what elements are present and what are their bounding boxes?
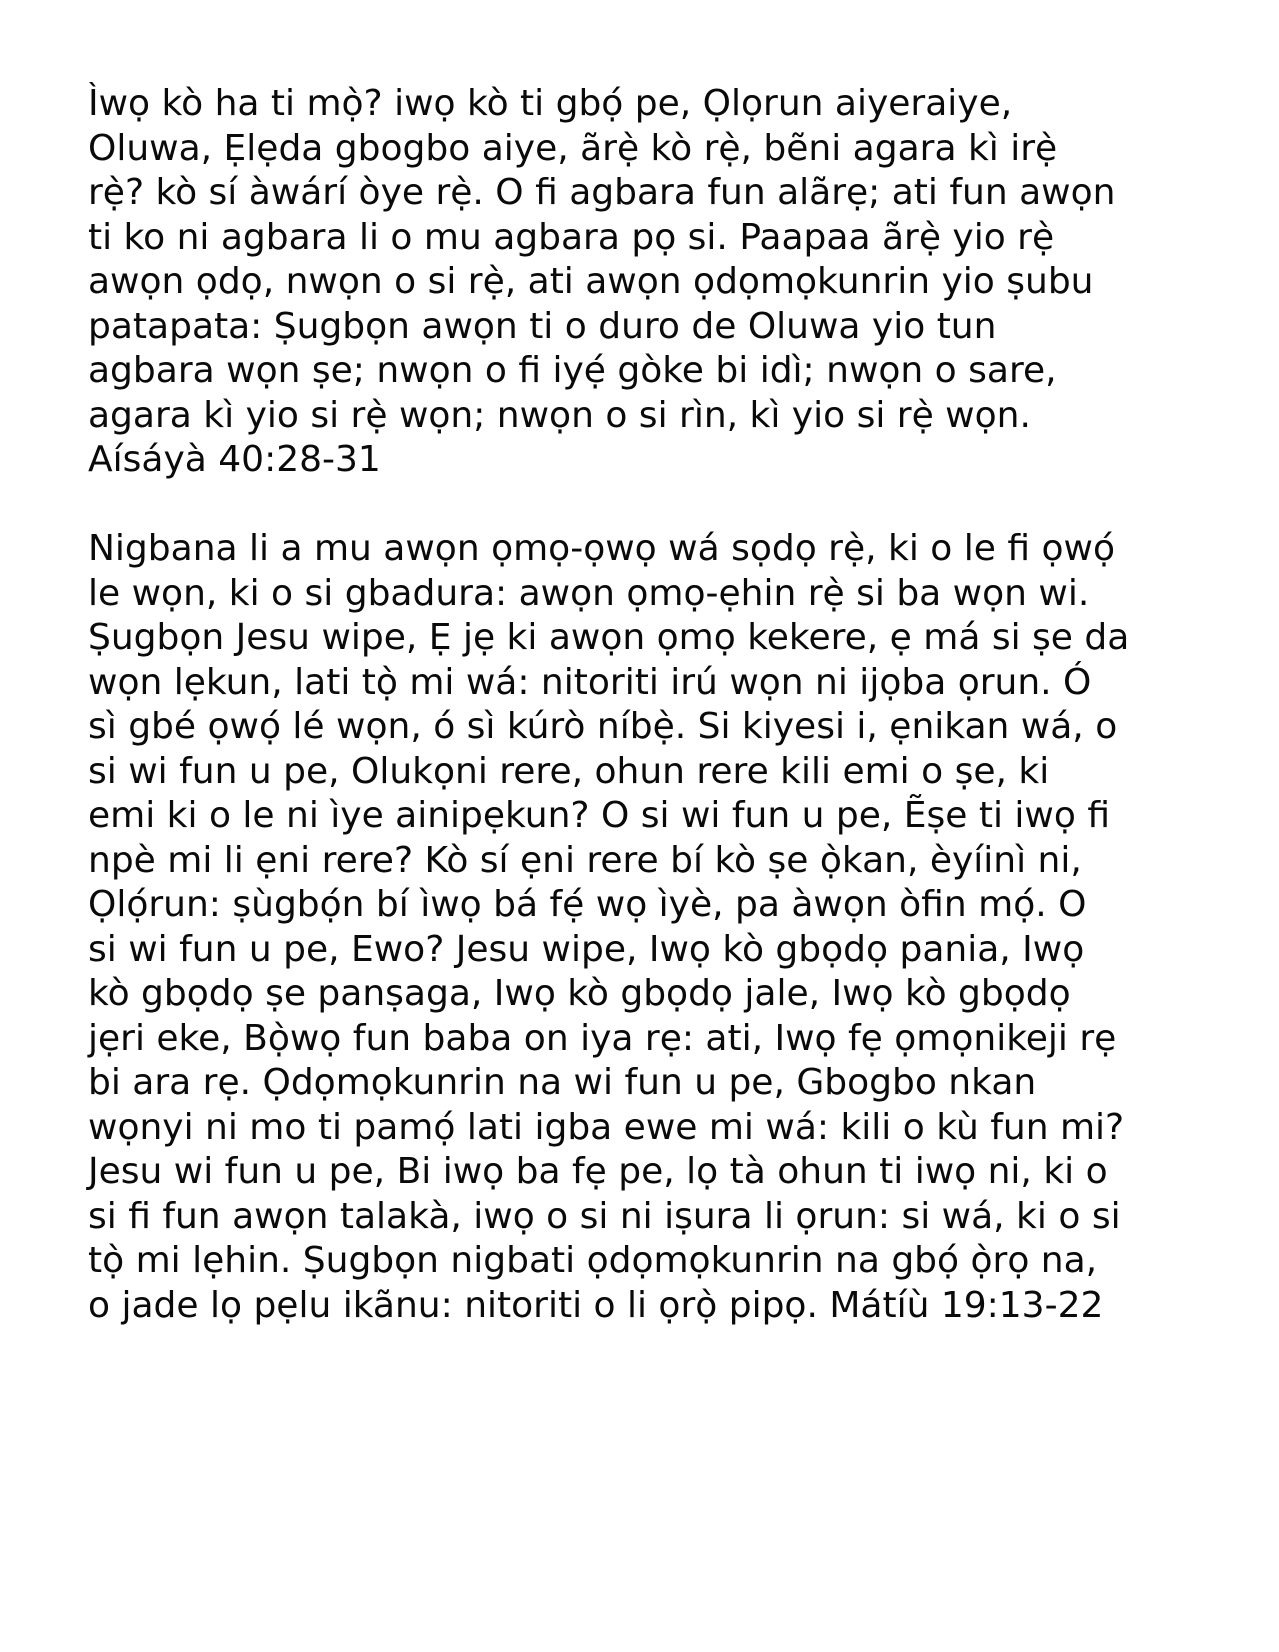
- text-line: Jesu wi fun u pe, Bi iwọ ba fẹ pe, lọ tà ohun ti iwọ ni, ki o: [88, 1151, 1108, 1192]
- document-body: [88, 82, 1198, 1328]
- text-line: wọnyi ni mo ti pamọ́ lati igba ewe mi wá: kili o kù fun mi?: [88, 1106, 1125, 1148]
- text-line: tọ̀ mi lẹhin. Ṣugbọn nigbati ọdọmọkunrin na gbọ́ ọ̀rọ na,: [88, 1240, 1098, 1281]
- text-line: Nigbana li a mu awọn ọmọ-ọwọ wá sọdọ rẹ̀, ki o le fi ọwọ́: [88, 528, 1115, 569]
- text-line: patapata: Ṣugbọn awọn ti o duro de Oluwa yio tun: [88, 305, 997, 347]
- text-line: si fi fun awọn talakà, iwọ o si ni iṣura li ọrun: si wá, ki o si: [88, 1195, 1121, 1237]
- text-line-with-reference: o jade lọ pẹlu ikãnu: nitoriti o li ọrọ̀ pipọ. Mátíù 19:13-22: [88, 1284, 1104, 1326]
- text-line: Ọlọ́run: ṣùgbọ́n bí ìwọ bá fẹ́ wọ ìyè, pa àwọn òfin mọ́. O: [88, 884, 1087, 925]
- text-line: jẹri eke, Bọ̀wọ fun baba on iya rẹ: ati, Iwọ fẹ ọmọnikeji rẹ: [88, 1017, 1117, 1059]
- text-line: npè mi li ẹni rere? Kò sí ẹni rere bí kò ṣe ọ̀kan, èyíinì ni,: [88, 839, 1082, 881]
- text-line: Oluwa, Ẹlẹda gbogbo aiye, ãrẹ̀ kò rẹ̀, bẽni agara kì irẹ̀: [88, 127, 1058, 169]
- text-line: agbara wọn ṣe; nwọn o fi iyẹ́ gòke bi idì; nwọn o sare,: [88, 350, 1057, 391]
- text-line: Ṣugbọn Jesu wipe, Ẹ jẹ ki awọn ọmọ kekere, ẹ má si ṣe da: [88, 617, 1130, 658]
- scripture-reference: Aísáyà 40:28-31: [88, 439, 381, 480]
- text-line: rẹ̀? kò sí àwárí òye rẹ̀. O fi agbara fun alãrẹ; ati fun awọn: [88, 172, 1116, 213]
- text-line: ti ko ni agbara li o mu agbara pọ si. Paapaa ãrẹ̀ yio rẹ̀: [88, 216, 1055, 258]
- text-line: le wọn, ki o si gbadura: awọn ọmọ-ẹhin rẹ̀ si ba wọn wi.: [88, 572, 1090, 614]
- text-line: kò gbọdọ ṣe panṣaga, Iwọ kò gbọdọ jale, Iwọ kò gbọdọ: [88, 973, 1071, 1014]
- text-line: Ìwọ kò ha ti mọ̀? iwọ kò ti gbọ́ pe, Ọlọrun aiyeraiye,: [88, 83, 1013, 124]
- text-line: bi ara rẹ. Ọdọmọkunrin na wi fun u pe, Gbogbo nkan: [88, 1062, 1037, 1103]
- text-line: agara kì yio si rẹ̀ wọn; nwọn o si rìn, kì yio si rẹ̀ wọn.: [88, 394, 1031, 436]
- text-line: si wi fun u pe, Olukọni rere, ohun rere kili emi o ṣe, ki: [88, 750, 1050, 792]
- text-line: emi ki o le ni ìye ainipẹkun? O si wi fun u pe, Ẽṣe ti iwọ fi: [88, 795, 1110, 836]
- text-line: si wi fun u pe, Ewo? Jesu wipe, Iwọ kò gbọdọ pania, Iwọ: [88, 928, 1085, 970]
- text-line: wọn lẹkun, lati tọ̀ mi wá: nitoriti irú wọn ni ijọba ọrun. Ó: [88, 661, 1092, 703]
- passage-isaiah: [88, 82, 1198, 483]
- passage-matthew: [88, 527, 1198, 1328]
- text-line: sì gbé ọwọ́ lé wọn, ó sì kúrò níbẹ̀. Si kiyesi i, ẹnikan wá, o: [88, 706, 1118, 747]
- text-line: awọn ọdọ, nwọn o si rẹ̀, ati awọn ọdọmọkunrin yio ṣubu: [88, 261, 1094, 302]
